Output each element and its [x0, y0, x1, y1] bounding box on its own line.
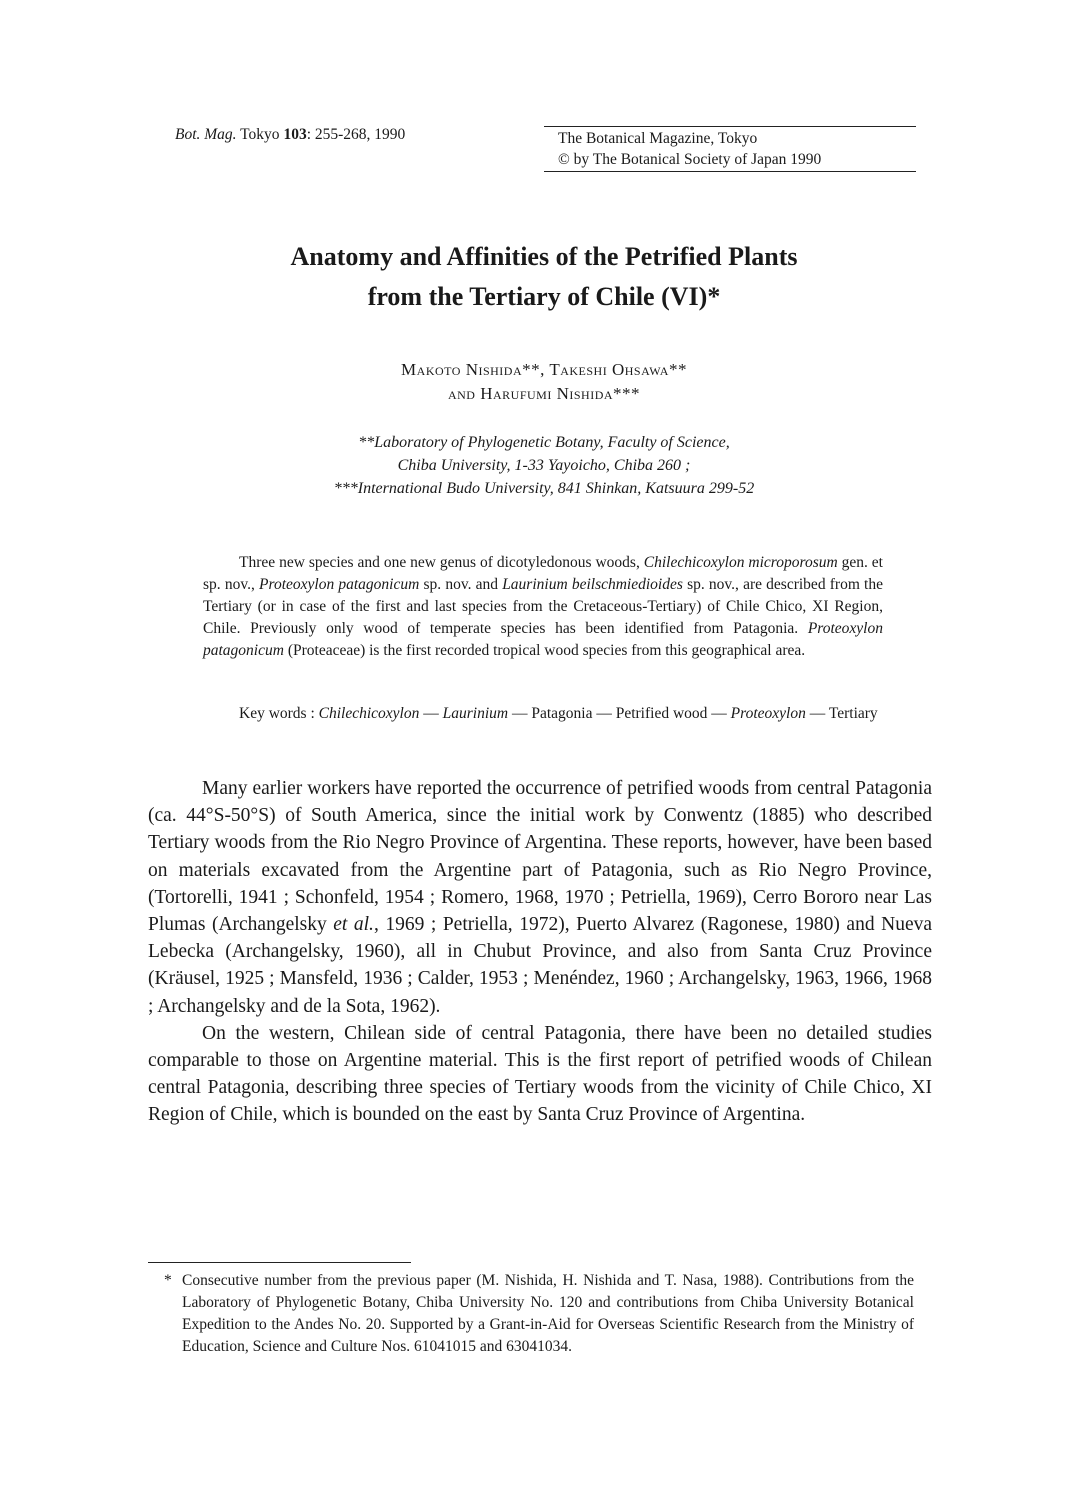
- abstract-species-1: Chilechicoxylon microporosum: [643, 554, 838, 571]
- authors-line-1: Makoto Nishida**, Takeshi Ohsawa**: [401, 360, 687, 379]
- publisher-box: [544, 128, 916, 170]
- keywords-sep-1: —: [419, 705, 443, 722]
- journal-volume: 103: [283, 126, 307, 143]
- keyword-3: Proteoxylon: [730, 705, 806, 722]
- publisher-line-2: © by The Botanical Society of Japan 1990: [558, 151, 822, 168]
- body-paragraph-1: [148, 775, 932, 1020]
- abstract-text-5: (Proteaceae) is the first recorded tropical wood species from this geographical area.: [283, 642, 806, 659]
- affiliations: [0, 431, 1080, 500]
- keywords: [203, 703, 883, 725]
- affiliation-line-2: Chiba University, 1-33 Yayoicho, Chiba 260 ;: [397, 457, 691, 474]
- footnote-marker: *: [164, 1272, 172, 1289]
- body-p1-part-b: , 1969 ; Petriella, 1972), Puerto Alvarez (Ragonese, 1980) and Nueva Lebecka (Archangelsky, 1960), all in Chubut Province, and also from Santa Cruz Province (Kräusel, 1925 ; Mansfeld, 1936 ; Calder, 1953 ; Menéndez, 1960 ; Archangelsky, 1963, 1966, 1968 ; Archangelsky and de la Sota, 1962).: [148, 914, 933, 1017]
- affiliation-line-1: **Laboratory of Phylogenetic Botany, Faculty of Science,: [358, 434, 730, 451]
- title-line-1: Anatomy and Affinities of the Petrified Plants: [290, 242, 798, 271]
- keywords-label: Key words :: [239, 705, 319, 722]
- publisher-rule-bottom: [544, 171, 916, 172]
- journal-citation: [175, 126, 405, 144]
- author-list: [0, 358, 1080, 406]
- keywords-rest: — Patagonia — Petrified wood —: [508, 705, 731, 722]
- abstract-text-1: Three new species and one new genus of dicotyledonous woods,: [239, 554, 644, 571]
- body-p1-etal: et al.: [333, 914, 374, 936]
- affiliation-line-3: ***International Budo University, 841 Shinkan, Katsuura 299-52: [333, 480, 755, 497]
- body-text: [148, 775, 932, 1129]
- keywords-tail: — Tertiary: [805, 705, 878, 722]
- body-paragraph-2: On the western, Chilean side of central Patagonia, there have been no detailed studies comparable to those on Argentine material. This is the first report of petrified woods of Chilean central Patagonia, describing three species of Tertiary woods from the vicinity of Chile Chico, XI Region of Chile, which is bounded on the east by Santa Cruz Province of Argentina.: [148, 1022, 932, 1126]
- abstract-text-2: gen. et sp. nov.,: [203, 554, 883, 593]
- abstract-species-3: Laurinium beilschmiedioides: [502, 576, 683, 593]
- abstract-species-4: Proteoxylon patagonicum: [203, 620, 883, 659]
- publisher-rule-top: [544, 126, 916, 127]
- keyword-2: Laurinium: [442, 705, 509, 722]
- keyword-1: Chilechicoxylon: [318, 705, 420, 722]
- footnote-rule: [148, 1262, 411, 1263]
- authors-line-2: and Harufumi Nishida***: [447, 384, 641, 403]
- title-line-2: from the Tertiary of Chile (VI)*: [367, 282, 721, 311]
- abstract-species-2: Proteoxylon patagonicum: [259, 576, 420, 593]
- footnote: [164, 1270, 914, 1358]
- abstract-text-4: sp. nov., are described from the Tertiary (or in case of the first and last species from the Cretaceous-Tertiary) of Chile Chico, XI Region, Chile. Previously only wood of temperate species has been identified from Patagonia.: [203, 576, 883, 637]
- footnote-text: Consecutive number from the previous paper (M. Nishida, H. Nishida and T. Nasa, 1988). Contributions from the Laboratory of Phylogenetic Botany, Chiba University No. 120 and contributions from Chiba University Botanical Expedition to the Andes No. 20. Supported by a Grant-in-Aid for Overseas Scientific Research from the Ministry of Education, Science and Culture Nos. 61041015 and 63041034.: [182, 1272, 914, 1355]
- abstract-text-3: sp. nov. and: [419, 576, 503, 593]
- abstract: [203, 552, 883, 662]
- journal-abbrev: Bot. Mag.: [175, 126, 237, 143]
- journal-pages-year: : 255-268, 1990: [306, 126, 406, 143]
- journal-city: Tokyo: [240, 126, 280, 143]
- body-p1-part-a: Many earlier workers have reported the occurrence of petrified woods from central Patagonia (ca. 44°S-50°S) of South America, since the initial work by Conwentz (1885) who described Tertiary woods from the Rio Negro Province of Argentina. These reports, however, have been based on materials excavated from the Argentine part of Patagonia, such as Rio Negro Province, (Tortorelli, 1941 ; Schonfeld, 1954 ; Romero, 1968, 1970 ; Petriella, 1969), Cerro Bororo near Las Plumas (Archangelsky: [148, 778, 932, 936]
- paper-title: [0, 237, 1080, 317]
- publisher-line-1: The Botanical Magazine, Tokyo: [558, 130, 758, 147]
